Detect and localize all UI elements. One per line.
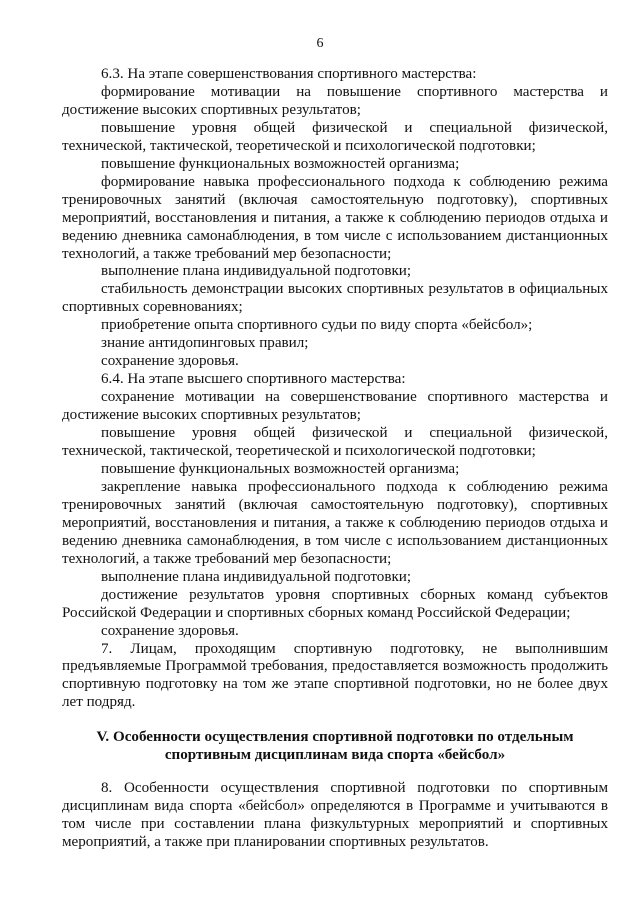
section-6-4-item: сохранение здоровья. bbox=[101, 622, 239, 639]
section-6-3-item: сохранение здоровья. bbox=[101, 353, 239, 370]
section-6-4-item: достижение результатов уровня спортивных сборных команд субъектов Российской Федерации и спортивных сборных команд Российской Федерации; bbox=[62, 586, 608, 621]
section-v-heading-line: V. Особенности осуществления спортивной подготовки по отдельным bbox=[96, 729, 574, 746]
paragraph-8: 8. Особенности осуществления спортивной подготовки по спортивным дисциплинам вида спорта «бейсбол» определяются в Программе и учитываются в том числе при составлении плана физкультурных мероприятий и спортивных мероприятий, а также при планировании спортивных результатов. bbox=[62, 780, 608, 851]
section-6-3-intro: 6.3. На этапе совершенствования спортивного мастерства: bbox=[101, 66, 477, 82]
section-6-3-item: знание антидопинговых правил; bbox=[101, 335, 309, 352]
section-6-4-item: закрепление навыка профессионального подхода к соблюдению режима тренировочных занятий (включая самостоятельную подготовку), спортивных мероприятий, восстановления и питания, а также к соблюдению периодов отдыха и ведению дневника самонаблюдения, в том числе с использованием дистанционных технологий, а также требований мер безопасности; bbox=[62, 478, 608, 567]
section-6-4-item: выполнение плана индивидуальной подготовки; bbox=[101, 568, 412, 585]
section-v-heading bbox=[62, 728, 608, 764]
page-number: 6 bbox=[316, 36, 324, 51]
section-6-3-item: формирование навыка профессионального подхода к соблюдению режима тренировочных занятий (включая самостоятельную подготовку), спортивных мероприятий, восстановления и питания, а также к соблюдению периодов отдыха и ведению дневника самонаблюдения, в том числе с использованием дистанционных технологий, а также требований мер безопасности; bbox=[62, 173, 608, 262]
section-6-3-item: повышение уровня общей физической и специальной физической, технической, тактической, теоретической и психологической подготовки; bbox=[62, 119, 608, 154]
section-v-heading-line: спортивным дисциплинам вида спорта «бейсбол» bbox=[164, 747, 506, 764]
section-6-4-item: повышение функциональных возможностей организма; bbox=[101, 460, 460, 477]
section-6-3-item: стабильность демонстрации высоких спортивных результатов в официальных спортивных соревнованиях; bbox=[62, 281, 608, 316]
section-6-3-item: выполнение плана индивидуальной подготовки; bbox=[101, 263, 412, 280]
section-6-4-item: повышение уровня общей физической и специальной физической, технической, тактической, теоретической и психологической подготовки; bbox=[62, 425, 608, 460]
document-body bbox=[62, 66, 608, 852]
section-6-3-item: формирование мотивации на повышение спортивного мастерства и достижение высоких спортивных результатов; bbox=[62, 83, 608, 118]
section-6-3-item: повышение функциональных возможностей организма; bbox=[101, 155, 460, 172]
section-6-3-item: приобретение опыта спортивного судьи по виду спорта «бейсбол»; bbox=[101, 317, 533, 334]
paragraph-7: 7. Лицам, проходящим спортивную подготовку, не выполнившим предъявляемые Программой требования, предоставляется возможность продолжить спортивную подготовку на том же этапе спортивной подготовки, но не более двух лет подряд. bbox=[62, 640, 608, 711]
section-6-4-intro: 6.4. На этапе высшего спортивного мастерства: bbox=[101, 371, 406, 388]
section-6-4-item: сохранение мотивации на совершенствование спортивного мастерства и достижение высоких спортивных результатов; bbox=[62, 389, 608, 424]
